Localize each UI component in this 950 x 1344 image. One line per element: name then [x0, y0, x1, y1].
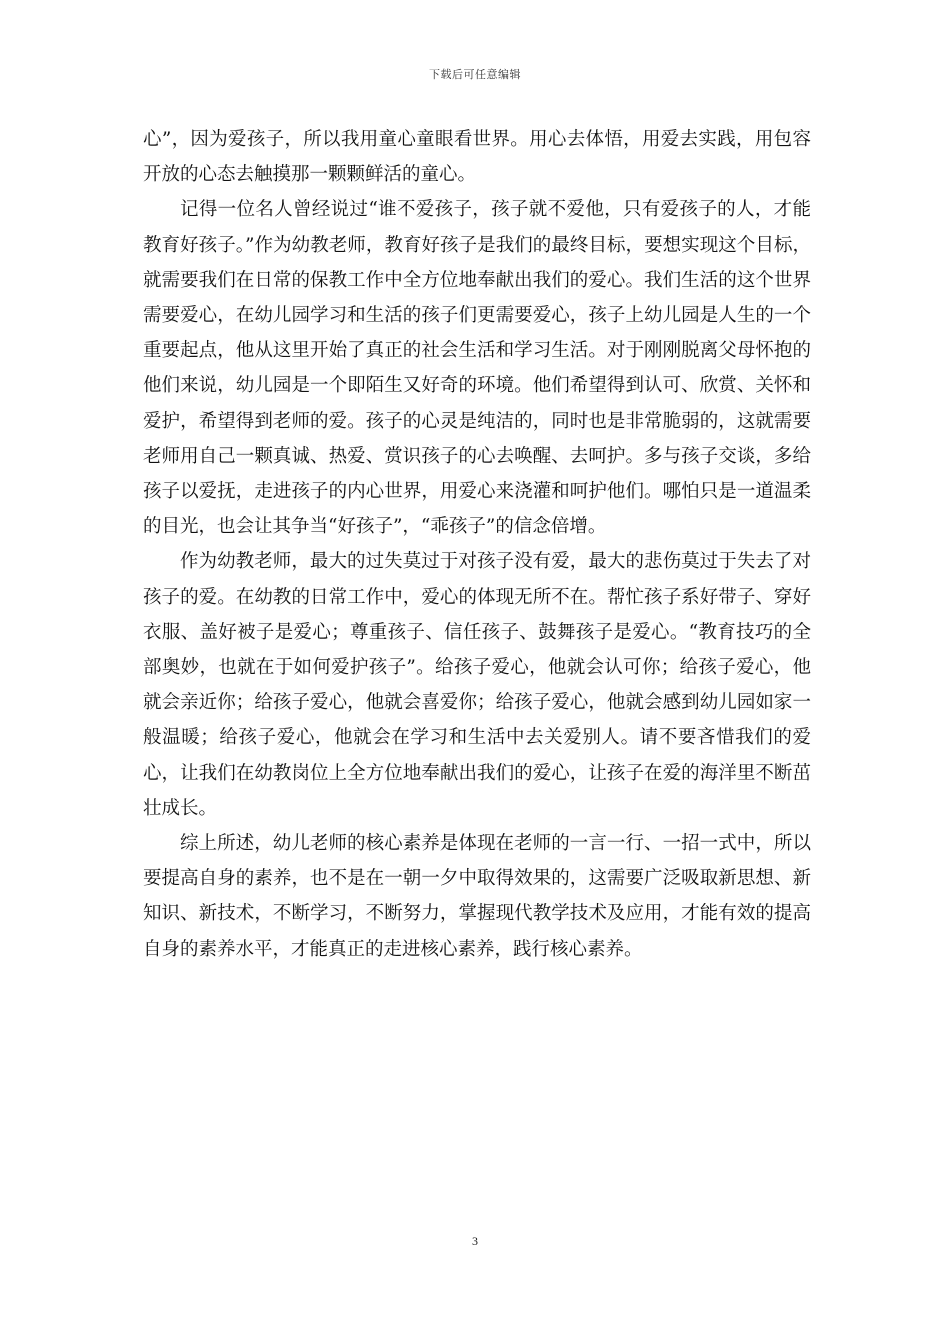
- paragraph-teacher-love: 作为幼教老师，最大的过失莫过于对孩子没有爱，最大的悲伤莫过于失去了对孩子的爱。在幼教的日常工作中，爱心的体现无所不在。帮忙孩子系好带子、穿好衣服、盖好被子是爱心；尊重孩子、信任孩子、鼓舞孩子是爱心。“教育技巧的全部奥妙，也就在于如何爱护孩子”。给孩子爱心，他就会认可你；给孩子爱心，他就会亲近你；给孩子爱心，他就会喜爱你；给孩子爱心，他就会感到幼儿园如家一般温暖；给孩子爱心，他就会在学习和生活中去关爱别人。请不要吝惜我们的爱心，让我们在幼教岗位上全方位地奉献出我们的爱心，让孩子在爱的海洋里不断茁壮成长。: [143, 551, 811, 819]
- page-header: 下载后可任意编辑: [429, 68, 521, 81]
- paragraph-conclusion: 综上所述，幼儿老师的核心素养是体现在老师的一言一行、一招一式中，所以要提高自身的素养，也不是在一朝一夕中取得效果的，这需要广泛吸取新思想、新知识、新技术，不断学习，不断努力，掌握现代教学技术及应用，才能有效的提高自身的素养水平，才能真正的走进核心素养，践行核心素养。: [143, 833, 811, 960]
- page-number: 3: [472, 1234, 478, 1248]
- paragraph-continuation: 心”，因为爱孩子，所以我用童心童眼看世界。用心去体悟，用爱去实践，用包容开放的心态去触摸那一颗颗鲜活的童心。: [143, 129, 811, 186]
- paragraph-quote-celebrity: 记得一位名人曾经说过“谁不爱孩子，孩子就不爱他，只有爱孩子的人，才能教育好孩子。”作为幼教老师，教育好孩子是我们的最终目标，要想实现这个目标，就需要我们在日常的保教工作中全方位地奉献出我们的爱心。我们生活的这个世界需要爱心，在幼儿园学习和生活的孩子们更需要爱心，孩子上幼儿园是人生的一个重要起点，他从这里开始了真正的社会生活和学习生活。对于刚刚脱离父母怀抱的他们来说，幼儿园是一个即陌生又好奇的环境。他们希望得到认可、欣赏、关怀和爱护，希望得到老师的爱。孩子的心灵是纯洁的，同时也是非常脆弱的，这就需要老师用自己一颗真诚、热爱、赏识孩子的心去唤醒、去呵护。多与孩子交谈，多给孩子以爱抚，走进孩子的内心世界，用爱心来浇灌和呵护他们。哪怕只是一道温柔的目光，也会让其争当“好孩子”，“乖孩子”的信念倍增。: [143, 199, 811, 538]
- body-text: [143, 122, 811, 967]
